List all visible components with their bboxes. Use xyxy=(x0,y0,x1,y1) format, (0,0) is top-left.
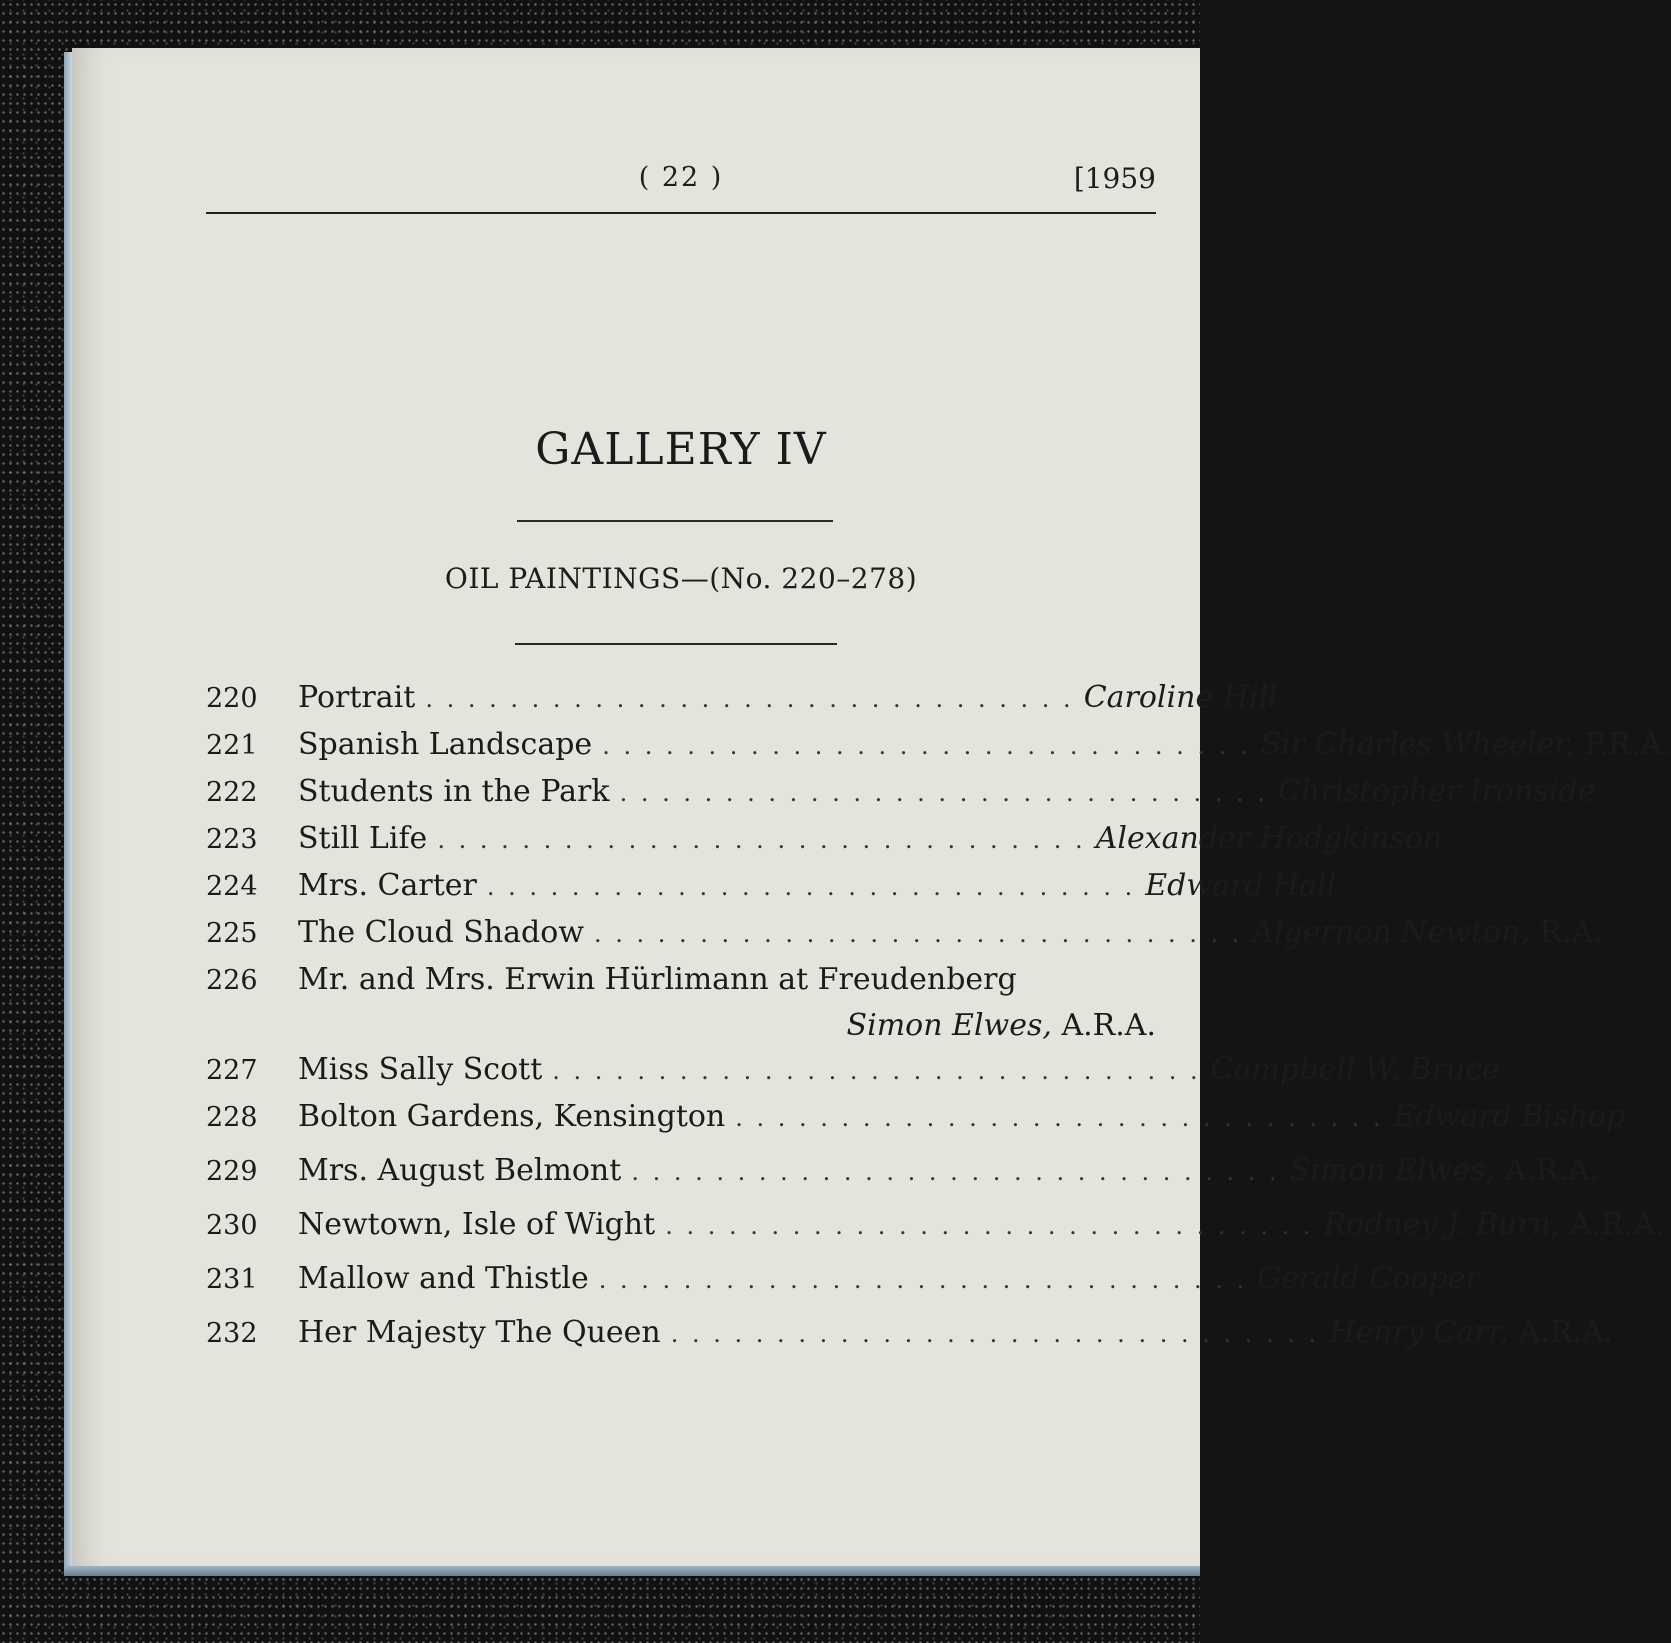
entry-title: Still Life xyxy=(298,821,428,856)
entry-title: Miss Sally Scott xyxy=(298,1052,543,1087)
entry-row xyxy=(206,680,1278,727)
entry-number: 230 xyxy=(206,1210,258,1241)
artist-name: Gerald Cooper xyxy=(1257,1261,1480,1296)
entry-number: 223 xyxy=(206,824,258,855)
entry-title: Her Majesty The Queen xyxy=(298,1315,661,1350)
entry-artist xyxy=(1084,680,1278,715)
entry-artist xyxy=(1145,868,1336,903)
entry-row xyxy=(206,727,1671,774)
page-number: ( 22 ) xyxy=(638,162,724,193)
artist-name: Edward Bishop xyxy=(1393,1099,1626,1134)
leader-dots: . . . . . . . . . . . . . . . . . . . . . . . . . . . . . . . xyxy=(486,873,1136,901)
entry-artist xyxy=(1329,1315,1613,1350)
artist-suffix: A.R.A. xyxy=(1569,1207,1665,1242)
entry-artist xyxy=(1257,1261,1480,1296)
entry-number: 227 xyxy=(206,1055,258,1086)
entry-row xyxy=(206,1261,1480,1315)
artist-name: Edward Hall xyxy=(1145,868,1337,903)
entry-row xyxy=(206,774,1596,821)
entry-number: 225 xyxy=(206,918,258,949)
entry-title: Mallow and Thistle xyxy=(298,1261,589,1296)
entry-number: 224 xyxy=(206,871,258,902)
leader-dots: . . . . . . . . . . . . . . . . . . . . . . . . . . . . . . . xyxy=(665,1212,1314,1240)
artist-suffix: A.R.A. xyxy=(1518,1315,1614,1350)
entry-number: 228 xyxy=(206,1102,258,1133)
entry-row xyxy=(206,1099,1626,1153)
artist-name: Simon Elwes, xyxy=(846,1008,1052,1043)
leader-dots: . . . . . . . . . . . . . . . . . . . . . . . . . . . . . . . xyxy=(425,685,1074,713)
leader-dots: . . . . . . . . . . . . . . . . . . . . . . . . . . . . . . . xyxy=(594,920,1243,948)
title-rule xyxy=(517,520,833,522)
artist-name: Christopher Ironside xyxy=(1277,774,1596,809)
leader-dots: . . . . . . . . . . . . . . . . . . . . . . . . . . . . . . . xyxy=(602,732,1251,760)
artist-name: Simon Elwes, xyxy=(1289,1153,1496,1188)
year-label: [1959 xyxy=(1073,162,1156,195)
artist-suffix: P.R.A. xyxy=(1584,727,1671,762)
entry-number: 222 xyxy=(206,777,258,808)
artist-suffix: A.R.A. xyxy=(1061,1008,1156,1043)
leader-dots: . . . . . . . . . . . . . . . . . . . . . . . . . . . . . . . xyxy=(735,1104,1384,1132)
header-rule xyxy=(206,212,1156,214)
entry-title: Bolton Gardens, Kensington xyxy=(298,1099,726,1134)
entry-title: Newtown, Isle of Wight xyxy=(298,1207,656,1242)
running-head xyxy=(206,152,1156,202)
leader-dots: . . . . . . . . . . . . . . . . . . . . . . . . . . . . . . . xyxy=(619,779,1268,807)
artist-name: Rodney J. Burn, xyxy=(1323,1207,1561,1242)
entry-artist xyxy=(1096,821,1442,856)
entry-artist xyxy=(1394,1099,1625,1134)
entry-list xyxy=(206,680,1671,1369)
artist-suffix: A.R.A. xyxy=(1504,1153,1600,1188)
entry-number: 220 xyxy=(206,683,258,714)
entry-number: 221 xyxy=(206,730,258,761)
artist-name: Alexander Hodgkinson xyxy=(1095,821,1443,856)
entry-number: 229 xyxy=(206,1156,258,1187)
entry-title: The Cloud Shadow xyxy=(298,915,584,950)
entry-artist xyxy=(1278,774,1595,809)
artist-name: Sir Charles Wheeler, xyxy=(1260,727,1575,762)
entry-title: Mr. and Mrs. Erwin Hürlimann at Freudenberg xyxy=(298,962,1017,997)
entry-number: 232 xyxy=(206,1318,258,1349)
entry-number: 226 xyxy=(206,965,258,996)
subtitle-rule xyxy=(515,643,837,645)
artist-name: Henry Carr, xyxy=(1329,1315,1509,1350)
entry-row xyxy=(206,1315,1614,1369)
entry-row xyxy=(206,1153,1600,1207)
entry-artist xyxy=(1290,1153,1599,1188)
entry-title: Students in the Park xyxy=(298,774,610,809)
gallery-title: GALLERY IV xyxy=(535,424,827,475)
leader-dots: . . . . . . . . . . . . . . . . . . . . . . . . . . . . . . . xyxy=(631,1158,1280,1186)
entry-artist xyxy=(1252,915,1602,950)
entry-title: Mrs. August Belmont xyxy=(298,1153,622,1188)
page-bottom-edge xyxy=(64,1566,1200,1576)
leader-dots: . . . . . . . . . . . . . . . . . . . . . . . . . . . . . . . xyxy=(437,826,1086,854)
section-subtitle: OIL PAINTINGS—(No. 220–278) xyxy=(444,562,918,595)
entry-row xyxy=(206,1207,1665,1261)
entry-row xyxy=(206,868,1337,915)
entry-artist xyxy=(1211,1052,1500,1087)
artist-name: Campbell W. Bruce xyxy=(1210,1052,1500,1087)
artist-name: Algernon Newton, xyxy=(1252,915,1530,950)
entry-title: Spanish Landscape xyxy=(298,727,593,762)
leader-dots: . . . . . . . . . . . . . . . . . . . . . . . . . . . . . . . xyxy=(598,1266,1248,1294)
artist-name: Caroline Hill xyxy=(1083,680,1278,715)
entry-row xyxy=(206,1052,1500,1099)
entry-row xyxy=(206,962,1156,1052)
entry-artist xyxy=(206,1008,1156,1043)
artist-suffix: R.A. xyxy=(1539,915,1603,950)
entry-title: Mrs. Carter xyxy=(298,868,477,903)
entry-artist xyxy=(1324,1207,1665,1242)
entry-artist xyxy=(1261,727,1671,762)
entry-number: 231 xyxy=(206,1264,258,1295)
leader-dots: . . . . . . . . . . . . . . . . . . . . . . . . . . . . . . . xyxy=(552,1057,1201,1085)
leader-dots: . . . . . . . . . . . . . . . . . . . . . . . . . . . . . . . xyxy=(670,1320,1320,1348)
entry-row xyxy=(206,821,1443,868)
entry-row xyxy=(206,915,1603,962)
entry-title: Portrait xyxy=(298,680,416,715)
